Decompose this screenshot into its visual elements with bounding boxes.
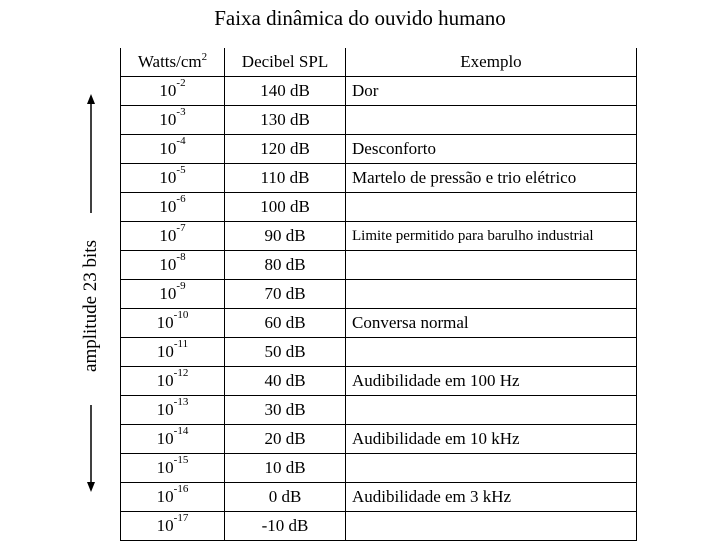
watts-cell: $10^{-10}$ — [121, 309, 225, 338]
decibel-cell: 80 dB — [225, 251, 346, 280]
header-watts: Watts/$cm^2$ — [121, 48, 225, 77]
page-title: Faixa dinâmica do ouvido humano — [214, 6, 506, 30]
watts-cell: $10^{-3}$ — [121, 106, 225, 135]
table-row — [121, 454, 637, 483]
example-cell: Audibilidade em 10 kHz — [346, 425, 637, 454]
example-cell: Martelo de pressão e trio elétrico — [346, 164, 637, 193]
table-row — [121, 77, 637, 106]
example-cell: Desconforto — [346, 135, 637, 164]
table-row — [121, 164, 637, 193]
decibel-cell: 0 dB — [225, 483, 346, 512]
decibel-cell: 50 dB — [225, 338, 346, 367]
watts-cell: $10^{-11}$ — [121, 338, 225, 367]
watts-cell: $10^{-9}$ — [121, 280, 225, 309]
header-example: Exemplo — [346, 48, 637, 77]
header-decibel: Decibel SPL — [225, 48, 346, 77]
decibel-cell: 90 dB — [225, 222, 346, 251]
decibel-cell: 40 dB — [225, 367, 346, 396]
watts-cell: $10^{-4}$ — [121, 135, 225, 164]
table-row — [121, 280, 637, 309]
table-row — [121, 309, 637, 338]
watts-cell: $10^{-15}$ — [121, 454, 225, 483]
table-row — [121, 483, 637, 512]
decibel-cell: 30 dB — [225, 396, 346, 425]
table-header-row — [121, 48, 637, 77]
example-cell — [346, 396, 637, 425]
decibel-cell: 140 dB — [225, 77, 346, 106]
watts-cell: $10^{-16}$ — [121, 483, 225, 512]
table-row — [121, 251, 637, 280]
example-cell — [346, 512, 637, 541]
watts-cell: $10^{-13}$ — [121, 396, 225, 425]
decibel-cell: -10 dB — [225, 512, 346, 541]
example-cell: Limite permitido para barulho industrial — [346, 222, 637, 251]
example-cell — [346, 106, 637, 135]
decibel-cell: 110 dB — [225, 164, 346, 193]
table-row — [121, 338, 637, 367]
decibel-cell: 60 dB — [225, 309, 346, 338]
example-cell: Audibilidade em 3 kHz — [346, 483, 637, 512]
dynamic-range-table — [120, 48, 637, 541]
table-row — [121, 106, 637, 135]
table-row — [121, 425, 637, 454]
table-row — [121, 367, 637, 396]
example-cell — [346, 193, 637, 222]
table-row — [121, 222, 637, 251]
decibel-cell: 120 dB — [225, 135, 346, 164]
table-row — [121, 396, 637, 425]
example-cell: Dor — [346, 77, 637, 106]
table-row — [121, 193, 637, 222]
example-cell — [346, 251, 637, 280]
example-cell: Conversa normal — [346, 309, 637, 338]
watts-cell: $10^{-8}$ — [121, 251, 225, 280]
example-cell — [346, 338, 637, 367]
watts-cell: $10^{-12}$ — [121, 367, 225, 396]
watts-cell: $10^{-7}$ — [121, 222, 225, 251]
example-cell: Audibilidade em 100 Hz — [346, 367, 637, 396]
decibel-cell: 20 dB — [225, 425, 346, 454]
watts-cell: $10^{-14}$ — [121, 425, 225, 454]
watts-cell: $10^{-5}$ — [121, 164, 225, 193]
example-cell — [346, 454, 637, 483]
table-row — [121, 135, 637, 164]
decibel-cell: 10 dB — [225, 454, 346, 483]
decibel-cell: 100 dB — [225, 193, 346, 222]
watts-cell: $10^{-17}$ — [121, 512, 225, 541]
decibel-cell: 70 dB — [225, 280, 346, 309]
table-row — [121, 512, 637, 541]
decibel-cell: 130 dB — [225, 106, 346, 135]
watts-cell: $10^{-2}$ — [121, 77, 225, 106]
amplitude-label: amplitude 23 bits — [80, 240, 101, 372]
example-cell — [346, 280, 637, 309]
watts-cell: $10^{-6}$ — [121, 193, 225, 222]
